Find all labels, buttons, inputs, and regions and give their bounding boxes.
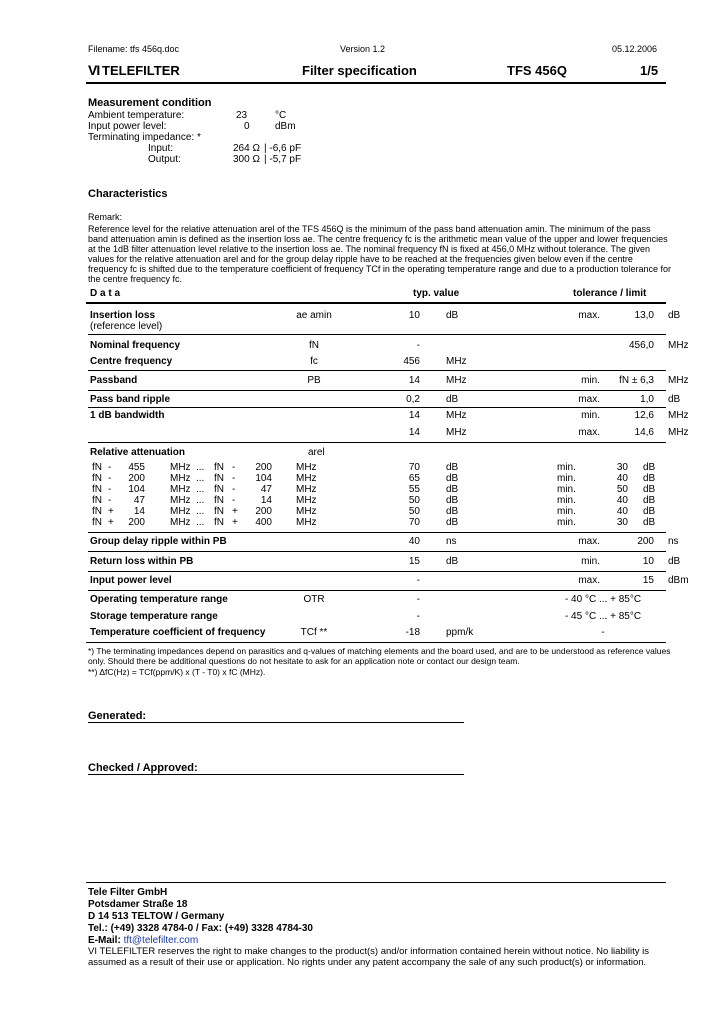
rel-min: min. — [557, 495, 576, 506]
row-tol-kind: min. — [581, 410, 600, 421]
rel-tol-db: dB — [643, 462, 656, 473]
rel-offset-a: 200 — [128, 473, 145, 484]
row-divider — [88, 442, 666, 443]
disclaimer: VI TELEFILTER reserves the right to make changes to the product(s) and/or information contained herein without notice. No liability is assumed as a result of their use or application. No rights under any patent accompany the sale of any such product(s) or information. — [88, 946, 649, 968]
remark-label: Remark: — [88, 212, 123, 222]
row-divider — [88, 532, 666, 533]
rel-fn-a: fN — [92, 495, 102, 506]
rel-tol-db: dB — [643, 473, 656, 484]
row-tol-unit: ns — [668, 536, 679, 547]
part-number: TFS 456Q — [507, 63, 567, 78]
rel-sign-a: - — [108, 484, 112, 495]
table-row — [88, 575, 689, 589]
ambient-unit: °C — [275, 110, 287, 121]
rel-sign-b: + — [232, 506, 238, 517]
rel-min: min. — [557, 473, 576, 484]
rel-fn-b: fN — [214, 517, 224, 528]
row-symbol: fN — [309, 340, 319, 351]
row-unit: dB — [446, 394, 459, 405]
row-tol-unit: MHz — [668, 375, 689, 386]
rel-dots: ... — [196, 495, 205, 506]
col-data: D a t a — [90, 288, 121, 299]
row-label: Operating temperature range — [90, 594, 228, 605]
rel-row — [0, 495, 720, 506]
rel-sign-b: + — [232, 517, 238, 528]
rel-fn-a: fN — [92, 484, 102, 495]
rel-tol-db: dB — [643, 495, 656, 506]
footer-rule — [86, 882, 666, 883]
row-unit: MHz — [446, 427, 467, 438]
row-tol-value: fN ± 6,3 — [619, 375, 654, 386]
row-symbol: fc — [310, 356, 318, 367]
table-row — [88, 356, 666, 370]
row-label: Passband — [90, 375, 138, 386]
table-row — [88, 410, 689, 424]
rel-min: min. — [557, 517, 576, 528]
rel-fn-b: fN — [214, 495, 224, 506]
input-cap: | -6,6 pF — [264, 143, 302, 154]
rel-offset-a: 14 — [133, 506, 145, 517]
row-tol-value: 10 — [642, 556, 654, 567]
rel-offset-a: 104 — [128, 484, 145, 495]
checked-line[interactable] — [88, 774, 464, 775]
row-tol-value: 200 — [637, 536, 654, 547]
row-divider — [88, 370, 666, 371]
row-label: Insertion loss — [90, 310, 156, 321]
row-tol-kind: max. — [578, 310, 600, 321]
rel-row — [0, 517, 720, 528]
email-label: E-Mail: — [88, 935, 121, 946]
row-label: 1 dB bandwidth — [90, 410, 165, 421]
row-typ: 40 — [408, 536, 420, 547]
row-unit: dB — [446, 310, 459, 321]
row-tol-value: 12,6 — [634, 410, 654, 421]
row-tol-kind: max. — [578, 394, 600, 405]
row-label: Temperature coefficient of frequency — [90, 627, 266, 638]
rel-typ: 70 — [408, 462, 420, 473]
email-row — [88, 935, 198, 946]
rel-tol-value: 40 — [616, 473, 628, 484]
ambient-value: 23 — [236, 110, 248, 121]
input-value: 264 Ω — [233, 143, 260, 154]
impedance-label: Terminating impedance: * — [88, 132, 201, 143]
rel-offset-a: 200 — [128, 517, 145, 528]
rel-sign-a: - — [108, 473, 112, 484]
rel-fn-a: fN — [92, 517, 102, 528]
row-tol-unit: dB — [668, 310, 681, 321]
rel-unit-b: MHz — [296, 462, 317, 473]
table-bottom-rule — [86, 642, 666, 643]
rel-unit-b: MHz — [296, 517, 317, 528]
row-tol-value: 1,0 — [640, 394, 654, 405]
row-unit: ns — [446, 536, 457, 547]
rel-offset-a: 455 — [128, 462, 145, 473]
rel-dots: ... — [196, 484, 205, 495]
rel-tol-value: 40 — [616, 495, 628, 506]
row-typ: - — [416, 611, 420, 622]
rel-sign-b: - — [232, 495, 236, 506]
page-number: 1/5 — [640, 63, 659, 78]
row-label: Pass band ripple — [90, 394, 171, 405]
characteristics-title: Characteristics — [88, 188, 168, 200]
rel-sign-a: + — [108, 506, 114, 517]
row-typ: 10 — [408, 310, 420, 321]
email-link[interactable]: tft@telefilter.com — [123, 935, 199, 946]
table-row — [88, 627, 666, 641]
company-city: D 14 513 TELTOW / Germany — [88, 911, 225, 922]
rel-fn-a: fN — [92, 462, 102, 473]
row-tol-value: 456,0 — [628, 340, 654, 351]
row-typ: -18 — [405, 627, 420, 638]
rel-fn-b: fN — [214, 473, 224, 484]
row-tol-kind: max. — [578, 575, 600, 586]
rel-tol-value: 40 — [616, 506, 628, 517]
rel-offset-b: 200 — [255, 462, 272, 473]
rel-title: Relative attenuation — [90, 447, 186, 458]
logo-mark: VI — [88, 62, 100, 78]
row-divider — [88, 334, 666, 335]
rel-sign-a: - — [108, 495, 112, 506]
row-label: Storage temperature range — [90, 611, 218, 622]
row-symbol: PB — [307, 375, 321, 386]
input-label: Input: — [148, 143, 174, 154]
table-row — [88, 394, 681, 408]
measurement-title: Measurement condition — [88, 97, 212, 109]
row-tol-unit: MHz — [668, 340, 689, 351]
rel-tol-db: dB — [643, 506, 656, 517]
row-typ: 0,2 — [406, 394, 420, 405]
power-unit: dBm — [275, 121, 296, 132]
rel-typ: 70 — [408, 517, 420, 528]
row-typ: - — [416, 340, 420, 351]
rel-min: min. — [557, 484, 576, 495]
brand-name: TELEFILTER — [102, 63, 180, 78]
rel-db: dB — [446, 473, 459, 484]
row-tol-kind: min. — [581, 375, 600, 386]
rel-offset-b: 200 — [255, 506, 272, 517]
rel-offset-b: 47 — [260, 484, 272, 495]
rel-unit-b: MHz — [296, 473, 317, 484]
table-row — [88, 594, 666, 608]
table-row — [88, 556, 681, 570]
row-tol-range: - 40 °C ... + 85°C — [564, 594, 642, 605]
rel-fn-b: fN — [214, 506, 224, 517]
row-divider — [88, 590, 666, 591]
header-rule — [86, 82, 666, 84]
row-typ: 456 — [403, 356, 420, 367]
rel-typ: 50 — [408, 506, 420, 517]
rel-db: dB — [446, 484, 459, 495]
rel-symbol: arel — [308, 447, 325, 458]
rel-unit-a: MHz — [170, 495, 191, 506]
row-label: Group delay ripple within PB — [90, 536, 227, 547]
rel-row — [0, 506, 720, 517]
rel-fn-b: fN — [214, 484, 224, 495]
table-row — [88, 310, 681, 332]
logo — [88, 62, 180, 78]
rel-dots: ... — [196, 506, 205, 517]
row-tol-range: - 45 °C ... + 85°C — [564, 611, 642, 622]
row-unit: dB — [446, 556, 459, 567]
row-tol-value: 13,0 — [634, 310, 654, 321]
row-tol-unit: dB — [668, 556, 681, 567]
rel-row — [0, 484, 720, 495]
company-phone: Tel.: (+49) 3328 4784-0 / Fax: (+49) 3328 4784-30 — [88, 923, 313, 934]
generated-line[interactable] — [88, 722, 464, 723]
rel-tol-value: 30 — [616, 517, 628, 528]
rel-unit-a: MHz — [170, 473, 191, 484]
row-label: Centre frequency — [90, 356, 173, 367]
rel-tol-db: dB — [643, 517, 656, 528]
row-tol-kind: min. — [581, 556, 600, 567]
rel-sign-b: - — [232, 473, 236, 484]
rel-db: dB — [446, 517, 459, 528]
row-tol-kind: max. — [578, 536, 600, 547]
row-typ: 15 — [408, 556, 420, 567]
rel-typ: 55 — [408, 484, 420, 495]
rel-typ: 65 — [408, 473, 420, 484]
row-typ: - — [416, 575, 420, 586]
remark-text: Reference level for the relative attenuation arel of the TFS 456Q is the minimum of the pass band attenuation amin. The minimum of the pass band attenuation amin is defined as the insertion loss ae. The centre frequency fc is the arithmetic mean value of the upper and lower frequencies at the 1dB filter attenuation level relative to the insertion loss ae. The nominal frequency fN is fixed at 456,0 MHz without tolerance. The given values for the relative attenuation arel and for the group delay ripple have to be reached at the frequencies given below even if the centre frequency fc is shifted due to the temperature coefficient of frequency TCf in the operating temperature range and due to a production tolerance for the centre frequency fc. — [88, 224, 672, 284]
rel-min: min. — [557, 506, 576, 517]
rel-unit-a: MHz — [170, 484, 191, 495]
rel-db: dB — [446, 462, 459, 473]
table-row — [88, 340, 689, 354]
rel-offset-b: 104 — [255, 473, 272, 484]
rel-unit-b: MHz — [296, 506, 317, 517]
row-divider — [88, 551, 666, 552]
version: Version 1.2 — [340, 44, 386, 54]
rel-sign-a: + — [108, 517, 114, 528]
rel-offset-b: 14 — [260, 495, 272, 506]
row-symbol: TCf ** — [300, 627, 328, 638]
power-label: Input power level: — [88, 121, 167, 132]
power-value: 0 — [244, 121, 250, 132]
rel-tol-value: 30 — [616, 462, 628, 473]
row-symbol: OTR — [303, 594, 325, 605]
rel-fn-a: fN — [92, 473, 102, 484]
rel-unit-a: MHz — [170, 462, 191, 473]
output-cap: | -5,7 pF — [264, 154, 302, 165]
company-street: Potsdamer Straße 18 — [88, 899, 188, 910]
rel-dots: ... — [196, 462, 205, 473]
output-label: Output: — [148, 154, 181, 165]
row-typ: 14 — [408, 427, 420, 438]
rel-min: min. — [557, 462, 576, 473]
checked-label: Checked / Approved: — [88, 762, 198, 774]
row-typ: 14 — [408, 410, 420, 421]
row-label: Input power level — [90, 575, 172, 586]
table-row — [88, 536, 679, 550]
rel-sign-b: - — [232, 462, 236, 473]
rel-row — [0, 462, 720, 473]
row-tol-kind: max. — [578, 427, 600, 438]
table-row — [88, 611, 666, 625]
rel-row — [0, 473, 720, 484]
col-tol: tolerance / limit — [573, 288, 647, 299]
row-tol-value: 15 — [642, 575, 654, 586]
rel-offset-a: 47 — [133, 495, 145, 506]
rel-unit-b: MHz — [296, 495, 317, 506]
row-typ: 14 — [408, 375, 420, 386]
rel-dots: ... — [196, 473, 205, 484]
rel-dots: ... — [196, 517, 205, 528]
rel-unit-a: MHz — [170, 517, 191, 528]
table-row — [88, 375, 689, 389]
row-unit: ppm/k — [446, 627, 474, 638]
col-typ: typ. value — [413, 288, 460, 299]
doc-title: Filter specification — [302, 63, 417, 78]
rel-sign-a: - — [108, 462, 112, 473]
row-tol-unit: MHz — [668, 427, 689, 438]
row-unit: MHz — [446, 410, 467, 421]
row-unit: MHz — [446, 375, 467, 386]
row-unit: MHz — [446, 356, 467, 367]
row-tol-unit: dB — [668, 394, 681, 405]
note-impedance: *) The terminating impedances depend on parasitics and q-values of matching elements and the board used, and are to be understood as reference values only. Should there be additional questions do not hesitate to ask for an application note or contact our design team. — [88, 646, 671, 666]
rel-tol-db: dB — [643, 484, 656, 495]
note-tc: **) ΔfC(Hz) = TCf(ppm/K) x (T - T0) x fC (MHz). — [88, 667, 266, 677]
rel-typ: 50 — [408, 495, 420, 506]
rel-sign-b: - — [232, 484, 236, 495]
row-typ: - — [416, 594, 420, 605]
row-divider — [88, 571, 666, 572]
row-tol-unit: MHz — [668, 410, 689, 421]
rel-unit-b: MHz — [296, 484, 317, 495]
date: 05.12.2006 — [612, 44, 658, 54]
row-tol-value: 14,6 — [634, 427, 654, 438]
rel-fn-b: fN — [214, 462, 224, 473]
row-divider — [88, 407, 666, 408]
row-divider — [88, 390, 666, 391]
company-name: Tele Filter GmbH — [88, 887, 168, 898]
row-label: Return loss within PB — [90, 556, 194, 567]
rel-fn-a: fN — [92, 506, 102, 517]
ambient-label: Ambient temperature: — [88, 110, 185, 121]
rel-db: dB — [446, 495, 459, 506]
row-sublabel: (reference level) — [90, 321, 163, 332]
rel-db: dB — [446, 506, 459, 517]
table-rule — [86, 302, 666, 304]
row-tol-range: - — [601, 627, 605, 638]
filename: Filename: tfs 456q.doc — [88, 44, 180, 54]
output-value: 300 Ω — [233, 154, 260, 165]
rel-offset-b: 400 — [255, 517, 272, 528]
rel-tol-value: 50 — [616, 484, 628, 495]
rel-unit-a: MHz — [170, 506, 191, 517]
row-symbol: ae amin — [296, 310, 332, 321]
row-label: Nominal frequency — [90, 340, 181, 351]
row-tol-unit: dBm — [668, 575, 689, 586]
table-row — [88, 427, 689, 441]
generated-label: Generated: — [88, 710, 147, 722]
